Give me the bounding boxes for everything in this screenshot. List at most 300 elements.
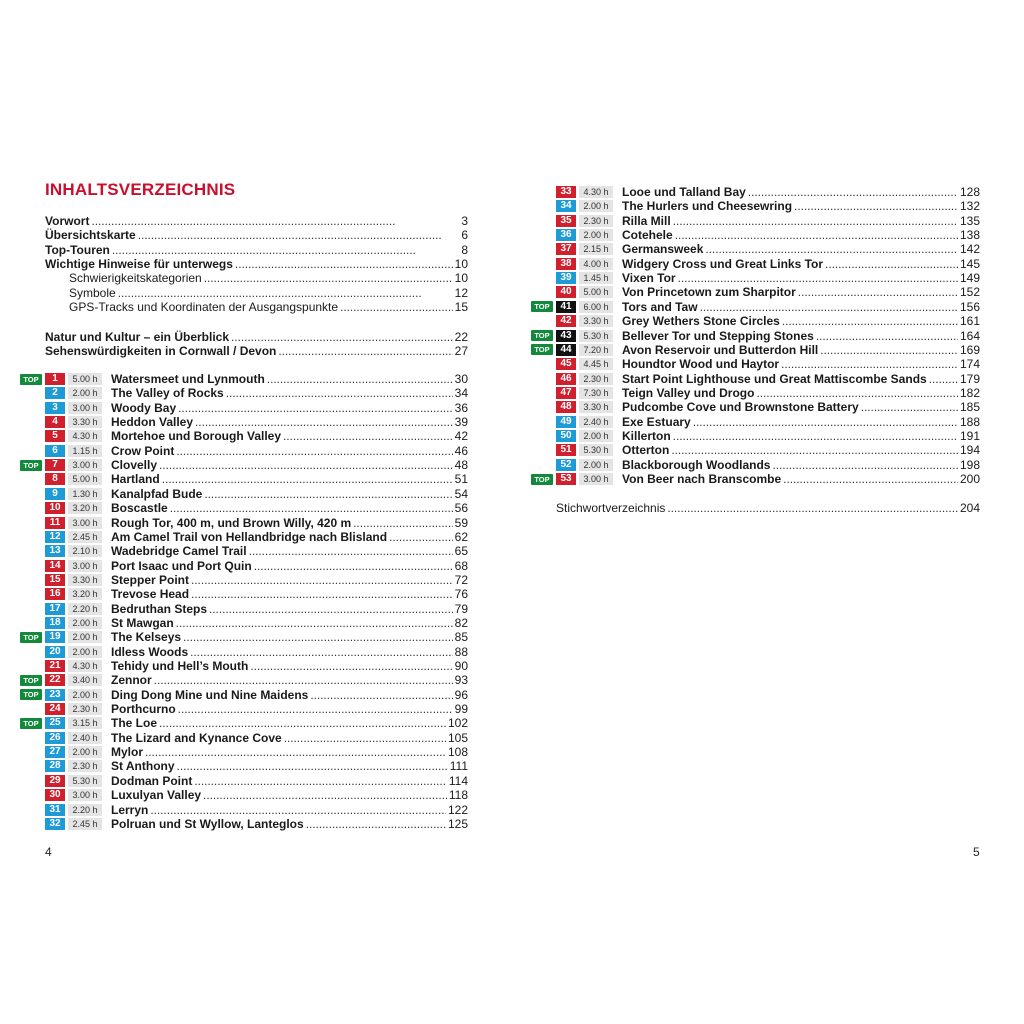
entry-title: Mortehoe und Borough Valley xyxy=(111,429,282,444)
tour-number-badge: 8 xyxy=(45,473,65,485)
leader-dots xyxy=(693,415,958,429)
tour-number-badge: 46 xyxy=(556,373,576,385)
tour-number-badge: 23 xyxy=(45,689,65,701)
tour-entry[interactable] xyxy=(622,271,980,285)
tour-entry[interactable] xyxy=(622,285,980,299)
entry-page: 27 xyxy=(454,344,468,359)
entry-page: 59 xyxy=(454,515,468,530)
top-tour-badge: TOP xyxy=(531,474,553,485)
tour-entry[interactable] xyxy=(111,774,468,788)
tour-entry[interactable] xyxy=(622,386,980,400)
tour-number-badge: 6 xyxy=(45,445,65,457)
toc-entry[interactable] xyxy=(69,271,468,285)
tour-entry[interactable] xyxy=(111,745,468,759)
tour-number-badge: 40 xyxy=(556,286,576,298)
leader-dots xyxy=(209,602,453,616)
toc-entry[interactable] xyxy=(69,286,468,300)
leader-dots xyxy=(203,788,447,802)
tour-entry[interactable] xyxy=(622,372,980,386)
entry-page: 200 xyxy=(959,472,980,486)
entry-page: 30 xyxy=(454,372,468,386)
tour-duration: 2.00 h xyxy=(68,631,102,643)
entry-page: 36 xyxy=(454,400,468,415)
tour-duration: 2.30 h xyxy=(579,215,613,227)
entry-title: Widgery Cross und Great Links Tor xyxy=(622,256,824,271)
tour-entry[interactable] xyxy=(111,731,468,745)
entry-page: 22 xyxy=(454,330,468,344)
top-tour-badge: TOP xyxy=(20,689,42,700)
tour-duration: 3.30 h xyxy=(579,315,613,327)
entry-title: Grey Wethers Stone Circles xyxy=(622,314,780,329)
leader-dots xyxy=(118,286,453,300)
leader-dots xyxy=(249,544,453,558)
tour-entry[interactable] xyxy=(111,673,468,687)
tour-entry[interactable] xyxy=(111,544,468,558)
tour-entry[interactable] xyxy=(111,472,468,486)
tour-entry[interactable] xyxy=(111,759,468,773)
entry-title: Ding Dong Mine und Nine Maidens xyxy=(111,687,309,702)
entry-title: Stepper Point xyxy=(111,572,190,587)
entry-page: 169 xyxy=(959,342,980,357)
leader-dots xyxy=(191,587,453,601)
entry-title: The Hurlers und Cheesewring xyxy=(622,199,793,214)
entry-page: 48 xyxy=(454,458,468,473)
tour-duration: 4.30 h xyxy=(68,430,102,442)
toc-entry[interactable] xyxy=(45,330,468,344)
entry-title: Cotehele xyxy=(622,228,673,243)
entry-title: St Anthony xyxy=(111,759,175,774)
tour-number-badge: 45 xyxy=(556,358,576,370)
leader-dots xyxy=(816,329,958,343)
entry-title: Bellever Tor und Stepping Stones xyxy=(622,328,814,343)
tour-number-badge: 47 xyxy=(556,387,576,399)
leader-dots xyxy=(194,774,447,788)
tour-entry[interactable] xyxy=(111,487,468,501)
index-entry[interactable] xyxy=(556,501,980,515)
entry-page: 72 xyxy=(454,572,468,587)
tour-number-badge: 17 xyxy=(45,603,65,615)
leader-dots xyxy=(191,573,453,587)
tour-duration: 5.00 h xyxy=(68,473,102,485)
tour-duration: 3.30 h xyxy=(68,416,102,428)
tour-entry[interactable] xyxy=(111,602,468,616)
leader-dots xyxy=(204,487,452,501)
tour-entry[interactable] xyxy=(622,415,980,429)
tour-duration: 2.30 h xyxy=(68,760,102,772)
leader-dots xyxy=(700,300,958,314)
entry-title: Idless Woods xyxy=(111,644,189,659)
leader-dots xyxy=(138,228,460,242)
entry-title: Trevose Head xyxy=(111,587,190,602)
tour-duration: 3.00 h xyxy=(68,789,102,801)
tour-entry[interactable] xyxy=(622,443,980,457)
tour-entry[interactable] xyxy=(111,573,468,587)
leader-dots xyxy=(340,300,453,314)
leader-dots xyxy=(162,472,453,486)
tour-duration: 3.00 h xyxy=(68,517,102,529)
tour-duration: 2.00 h xyxy=(68,646,102,658)
entry-title: The Loe xyxy=(111,716,158,731)
entry-title: Blackborough Woodlands xyxy=(622,457,771,472)
tour-entry[interactable] xyxy=(111,803,468,817)
leader-dots xyxy=(204,271,453,285)
entry-title: Killerton xyxy=(622,428,671,443)
tour-number-badge: 53 xyxy=(556,473,576,485)
entry-page: 62 xyxy=(454,529,468,544)
tour-entry[interactable] xyxy=(622,314,980,328)
leader-dots xyxy=(783,472,958,486)
entry-page: 51 xyxy=(454,472,468,487)
tour-entry[interactable] xyxy=(111,372,468,386)
entry-title: Exe Estuary xyxy=(622,414,691,429)
tour-entry[interactable] xyxy=(111,587,468,601)
entry-title: Polruan und St Wyllow, Lanteglos xyxy=(111,816,304,831)
tour-duration: 2.30 h xyxy=(68,703,102,715)
leader-dots xyxy=(235,257,453,271)
leader-dots xyxy=(250,659,452,673)
tour-number-badge: 5 xyxy=(45,430,65,442)
tour-number-badge: 7 xyxy=(45,459,65,471)
tour-number-badge: 50 xyxy=(556,430,576,442)
tour-number-badge: 35 xyxy=(556,215,576,227)
tour-number-badge: 1 xyxy=(45,373,65,385)
tour-duration: 2.40 h xyxy=(68,732,102,744)
tour-duration: 3.00 h xyxy=(68,459,102,471)
leader-dots xyxy=(673,214,958,228)
tour-number-badge: 20 xyxy=(45,646,65,658)
tour-entry[interactable] xyxy=(622,300,980,314)
entry-title: Vorwort xyxy=(45,214,90,228)
entry-page: 10 xyxy=(454,257,468,272)
entry-page: 149 xyxy=(959,271,980,286)
tour-duration: 2.20 h xyxy=(68,603,102,615)
tour-duration: 3.30 h xyxy=(68,574,102,586)
entry-page: 122 xyxy=(447,802,468,817)
tour-duration: 5.30 h xyxy=(68,775,102,787)
tour-number-badge: 48 xyxy=(556,401,576,413)
tour-entry[interactable] xyxy=(111,788,468,802)
tour-duration: 2.00 h xyxy=(68,746,102,758)
tour-number-badge: 25 xyxy=(45,717,65,729)
entry-title: Vixen Tor xyxy=(622,271,676,286)
leader-dots xyxy=(177,759,448,773)
toc-entry[interactable] xyxy=(69,300,468,314)
tour-entry[interactable] xyxy=(622,343,980,357)
tour-number-badge: 16 xyxy=(45,588,65,600)
entry-page: 156 xyxy=(959,299,980,314)
toc-entry[interactable] xyxy=(45,257,468,271)
tour-entry[interactable] xyxy=(622,257,980,271)
toc-entry[interactable] xyxy=(45,228,468,242)
tour-number-badge: 36 xyxy=(556,229,576,241)
entry-page: 182 xyxy=(959,385,980,400)
tour-number-badge: 37 xyxy=(556,243,576,255)
entry-page: 15 xyxy=(454,300,468,315)
entry-page: 79 xyxy=(454,601,468,616)
tour-duration: 5.30 h xyxy=(579,444,613,456)
entry-title: Rilla Mill xyxy=(622,213,671,228)
tour-entry[interactable] xyxy=(111,444,468,458)
leader-dots xyxy=(195,415,453,429)
entry-title: Kanalpfad Bude xyxy=(111,486,203,501)
tour-number-badge: 12 xyxy=(45,531,65,543)
entry-title: Lerryn xyxy=(111,802,149,817)
entry-page: 10 xyxy=(454,271,468,286)
tour-number-badge: 49 xyxy=(556,416,576,428)
entry-title: Pudcombe Cove und Brownstone Battery xyxy=(622,400,859,415)
toc-entry[interactable] xyxy=(45,344,468,358)
entry-title: Von Beer nach Branscombe xyxy=(622,472,782,486)
leader-dots xyxy=(794,199,958,213)
tour-duration: 2.30 h xyxy=(579,373,613,385)
leader-dots xyxy=(91,214,459,228)
tour-entry[interactable] xyxy=(622,357,980,371)
entry-page: 198 xyxy=(959,457,980,472)
tour-number-badge: 21 xyxy=(45,660,65,672)
right-page xyxy=(512,0,1024,1024)
tour-number-badge: 33 xyxy=(556,186,576,198)
tour-entry[interactable] xyxy=(622,458,980,472)
leader-dots xyxy=(159,716,446,730)
tour-duration: 2.00 h xyxy=(68,617,102,629)
tour-entry[interactable] xyxy=(111,559,468,573)
tour-entry[interactable] xyxy=(622,429,980,443)
tour-duration: 2.40 h xyxy=(579,416,613,428)
leader-dots xyxy=(178,401,453,415)
top-tour-badge: TOP xyxy=(531,301,553,312)
entry-page: 8 xyxy=(461,242,468,257)
leader-dots xyxy=(825,257,958,271)
page-number-right: 5 xyxy=(973,845,980,859)
tour-duration: 7.30 h xyxy=(579,387,613,399)
leader-dots xyxy=(183,630,453,644)
entry-title: Crow Point xyxy=(111,443,175,458)
tour-entry[interactable] xyxy=(622,242,980,256)
leader-dots xyxy=(667,501,958,515)
entry-title: Bedruthan Steps xyxy=(111,601,208,616)
entry-page: 39 xyxy=(454,415,468,430)
tour-number-badge: 31 xyxy=(45,804,65,816)
tour-duration: 3.20 h xyxy=(68,588,102,600)
tour-duration: 5.00 h xyxy=(68,373,102,385)
tour-number-badge: 38 xyxy=(556,258,576,270)
tour-entry[interactable] xyxy=(622,329,980,343)
leader-dots xyxy=(310,688,452,702)
entry-title: GPS-Tracks und Koordinaten der Ausgangspunkte xyxy=(69,300,339,315)
leader-dots xyxy=(678,271,958,285)
tour-entry[interactable] xyxy=(111,386,468,400)
tour-number-badge: 18 xyxy=(45,617,65,629)
tour-entry[interactable] xyxy=(622,199,980,213)
tour-duration: 2.00 h xyxy=(68,689,102,701)
leader-dots xyxy=(929,372,958,386)
leader-dots xyxy=(112,243,459,257)
entry-page: 54 xyxy=(454,486,468,501)
tour-entry[interactable] xyxy=(622,214,980,228)
tour-duration: 6.00 h xyxy=(579,301,613,313)
tour-entry[interactable] xyxy=(111,702,468,716)
tour-entry[interactable] xyxy=(111,645,468,659)
tour-duration: 2.15 h xyxy=(579,243,613,255)
tour-duration: 2.20 h xyxy=(68,804,102,816)
tour-duration: 3.30 h xyxy=(579,401,613,413)
entry-page: 145 xyxy=(959,256,980,271)
entry-title: Luxulyan Valley xyxy=(111,788,202,803)
entry-title: Avon Reservoir und Butterdon Hill xyxy=(622,342,819,357)
tour-number-badge: 11 xyxy=(45,517,65,529)
entry-page: 105 xyxy=(447,730,468,745)
tour-entry[interactable] xyxy=(111,659,468,673)
leader-dots xyxy=(306,817,446,831)
leader-dots xyxy=(772,458,958,472)
toc-entry[interactable] xyxy=(45,214,468,228)
entry-title: Am Camel Trail von Hellandbridge nach Blisland xyxy=(111,529,388,544)
entry-title: Wichtige Hinweise für unterwegs xyxy=(45,257,233,272)
leader-dots xyxy=(671,443,958,457)
tour-entry[interactable] xyxy=(111,530,468,544)
toc-entry[interactable] xyxy=(45,243,468,257)
entry-title: Clovelly xyxy=(111,458,158,473)
tour-duration: 1.45 h xyxy=(579,272,613,284)
entry-page: 34 xyxy=(454,386,468,401)
tour-entry[interactable] xyxy=(111,415,468,429)
page-number-left: 4 xyxy=(45,845,52,859)
entry-title: Heddon Valley xyxy=(111,415,194,430)
entry-title: Boscastle xyxy=(111,501,168,516)
leader-dots xyxy=(176,616,453,630)
tour-duration: 4.00 h xyxy=(579,258,613,270)
leader-dots xyxy=(267,372,453,386)
entry-page: 3 xyxy=(461,214,468,228)
tour-number-badge: 3 xyxy=(45,402,65,414)
tour-entry[interactable] xyxy=(111,516,468,530)
tour-duration: 1.30 h xyxy=(68,488,102,500)
entry-title: Hartland xyxy=(111,472,160,487)
tour-duration: 2.00 h xyxy=(579,430,613,442)
tour-entry[interactable] xyxy=(111,630,468,644)
tour-number-badge: 34 xyxy=(556,200,576,212)
tour-number-badge: 13 xyxy=(45,545,65,557)
leader-dots xyxy=(748,185,958,199)
leader-dots xyxy=(675,228,958,242)
tour-entry[interactable] xyxy=(111,716,468,730)
entry-page: 114 xyxy=(448,773,468,788)
tour-duration: 3.15 h xyxy=(68,717,102,729)
entry-title: Stichwortverzeichnis xyxy=(556,501,666,515)
entry-title: Rough Tor, 400 m, und Brown Willy, 420 m xyxy=(111,515,352,530)
entry-page: 185 xyxy=(959,400,980,415)
entry-page: 76 xyxy=(454,587,468,602)
tour-entry[interactable] xyxy=(111,817,468,831)
leader-dots xyxy=(231,330,453,344)
entry-title: Zennor xyxy=(111,673,152,688)
leader-dots xyxy=(705,242,958,256)
entry-page: 90 xyxy=(454,659,468,673)
leader-dots xyxy=(190,645,453,659)
top-tour-badge: TOP xyxy=(531,330,553,341)
leader-dots xyxy=(756,386,958,400)
leader-dots xyxy=(284,731,446,745)
entry-title: Tors and Taw xyxy=(622,299,698,314)
leader-dots xyxy=(145,745,446,759)
entry-title: Mylor xyxy=(111,745,144,760)
page-title: INHALTSVERZEICHNIS xyxy=(45,180,236,199)
entry-title: Tehidy und Hell’s Mouth xyxy=(111,659,249,673)
tour-number-badge: 4 xyxy=(45,416,65,428)
entry-page: 46 xyxy=(454,443,468,458)
leader-dots xyxy=(798,285,958,299)
tour-duration: 7.20 h xyxy=(579,344,613,356)
entry-page: 99 xyxy=(454,702,468,717)
tour-number-badge: 9 xyxy=(45,488,65,500)
tour-entry[interactable] xyxy=(622,228,980,242)
tour-duration: 3.00 h xyxy=(579,473,613,485)
tour-duration: 3.00 h xyxy=(68,402,102,414)
tour-number-badge: 22 xyxy=(45,674,65,686)
top-tour-badge: TOP xyxy=(531,344,553,355)
tour-entry[interactable] xyxy=(622,472,980,486)
top-tour-badge: TOP xyxy=(20,632,42,643)
tour-entry[interactable] xyxy=(622,400,980,414)
tour-entry[interactable] xyxy=(111,688,468,702)
tour-entry[interactable] xyxy=(111,458,468,472)
tour-duration: 2.00 h xyxy=(579,200,613,212)
entry-title: The Kelseys xyxy=(111,630,182,645)
entry-title: St Mawgan xyxy=(111,615,174,630)
entry-title: Übersichtskarte xyxy=(45,228,136,243)
tour-entry[interactable] xyxy=(111,501,468,515)
top-tour-badge: TOP xyxy=(20,718,42,729)
tour-number-badge: 51 xyxy=(556,444,576,456)
entry-page: 88 xyxy=(454,644,468,659)
tour-number-badge: 14 xyxy=(45,560,65,572)
entry-title: Houndtor Wood und Haytor xyxy=(622,357,780,372)
tour-number-badge: 43 xyxy=(556,330,576,342)
tour-number-badge: 29 xyxy=(45,775,65,787)
tour-entry[interactable] xyxy=(111,401,468,415)
entry-page: 65 xyxy=(454,544,468,559)
leader-dots xyxy=(782,314,958,328)
entry-page: 111 xyxy=(449,759,468,774)
leader-dots xyxy=(781,357,958,371)
tour-entry[interactable] xyxy=(111,616,468,630)
entry-page: 12 xyxy=(454,285,468,300)
tour-duration: 3.20 h xyxy=(68,502,102,514)
entry-title: Wadebridge Camel Trail xyxy=(111,544,247,559)
entry-page: 174 xyxy=(959,357,980,372)
entry-title: Natur und Kultur – ein Überblick xyxy=(45,330,230,344)
entry-page: 204 xyxy=(959,501,980,515)
tour-number-badge: 44 xyxy=(556,344,576,356)
tour-duration: 4.45 h xyxy=(579,358,613,370)
tour-number-badge: 10 xyxy=(45,502,65,514)
entry-title: Dodman Point xyxy=(111,773,193,788)
entry-page: 128 xyxy=(959,185,980,199)
tour-entry[interactable] xyxy=(111,429,468,443)
tour-duration: 2.45 h xyxy=(68,531,102,543)
entry-page: 161 xyxy=(959,314,980,329)
tour-entry[interactable] xyxy=(622,185,980,199)
leader-dots xyxy=(176,444,452,458)
leader-dots xyxy=(178,702,453,716)
entry-page: 85 xyxy=(454,630,468,645)
tour-number-badge: 28 xyxy=(45,760,65,772)
tour-duration: 5.30 h xyxy=(579,330,613,342)
tour-duration: 2.00 h xyxy=(68,387,102,399)
tour-number-badge: 19 xyxy=(45,631,65,643)
entry-page: 93 xyxy=(454,673,468,688)
tour-number-badge: 15 xyxy=(45,574,65,586)
